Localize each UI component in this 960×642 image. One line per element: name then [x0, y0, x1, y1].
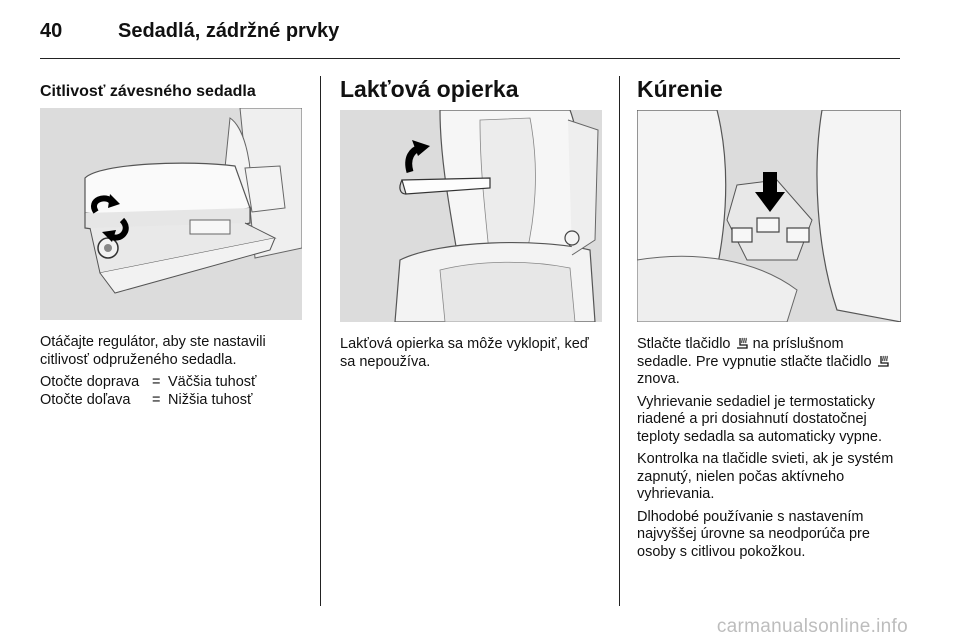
row-eq: = — [152, 391, 161, 408]
figure-heating — [637, 110, 901, 322]
suspension-row-left — [40, 392, 302, 410]
figure-seat-suspension — [40, 108, 302, 320]
armrest-illustration — [340, 110, 602, 322]
column-divider-2 — [619, 76, 620, 606]
section-heading-armrest: Lakťová opierka — [340, 76, 519, 102]
heating-illustration — [637, 110, 901, 322]
watermark: carmanualsonline.info — [716, 616, 908, 637]
seat-suspension-illustration — [40, 108, 302, 320]
row-value: Nižšia tuhosť — [168, 391, 253, 408]
seat-heating-icon — [876, 354, 890, 368]
row-key: Otočte doprava — [40, 374, 140, 390]
suspension-paragraph: Otáčajte regulátor, aby ste nastavili citlivosť odpruženého sedadla. — [40, 334, 266, 368]
section-armrest — [340, 72, 602, 376]
armrest-paragraph: Lakťová opierka sa môže vyklopiť, keď sa nepoužíva. — [340, 336, 589, 370]
section-heating — [637, 72, 901, 566]
header-rule — [40, 58, 900, 59]
chapter-title: Sedadlá, zádržné prvky — [118, 20, 340, 42]
row-eq: = — [152, 374, 161, 390]
heating-text-a: Stlačte tlačidlo — [637, 336, 731, 352]
section-heading-heating: Kúrenie — [637, 76, 723, 102]
heating-paragraph-4: Dlhodobé používanie s nastavením najvyššej úrovne sa neodporúča pre osoby s citlivou pokožkou. — [637, 508, 870, 560]
page-number: 40 — [40, 20, 63, 42]
heating-text-c: znova. — [637, 371, 680, 387]
heating-paragraph-2: Vyhrievanie sedadiel je termostaticky riadené a pri dosiahnutí dostatočnej teploty sedadla sa automaticky vypne. — [637, 393, 883, 445]
section-heading-suspension: Citlivosť závesného sedadla — [40, 83, 256, 100]
seat-heating-icon — [735, 336, 749, 350]
suspension-row-right — [40, 374, 302, 392]
heating-text-b: na príslušnom sedadle. Pre vypnutie stlačte tlačidlo — [637, 336, 872, 370]
column-divider-1 — [320, 76, 321, 606]
row-value: Väčšia tuhosť — [168, 374, 257, 390]
figure-armrest — [340, 110, 602, 322]
row-key: Otočte doľava — [40, 391, 131, 408]
heating-paragraph-3: Kontrolka na tlačidle svieti, ak je systém zapnutý, nielen počas aktívneho vyhrievania. — [637, 451, 894, 502]
heating-paragraph-1 — [637, 336, 901, 389]
section-seat-suspension — [40, 72, 302, 409]
